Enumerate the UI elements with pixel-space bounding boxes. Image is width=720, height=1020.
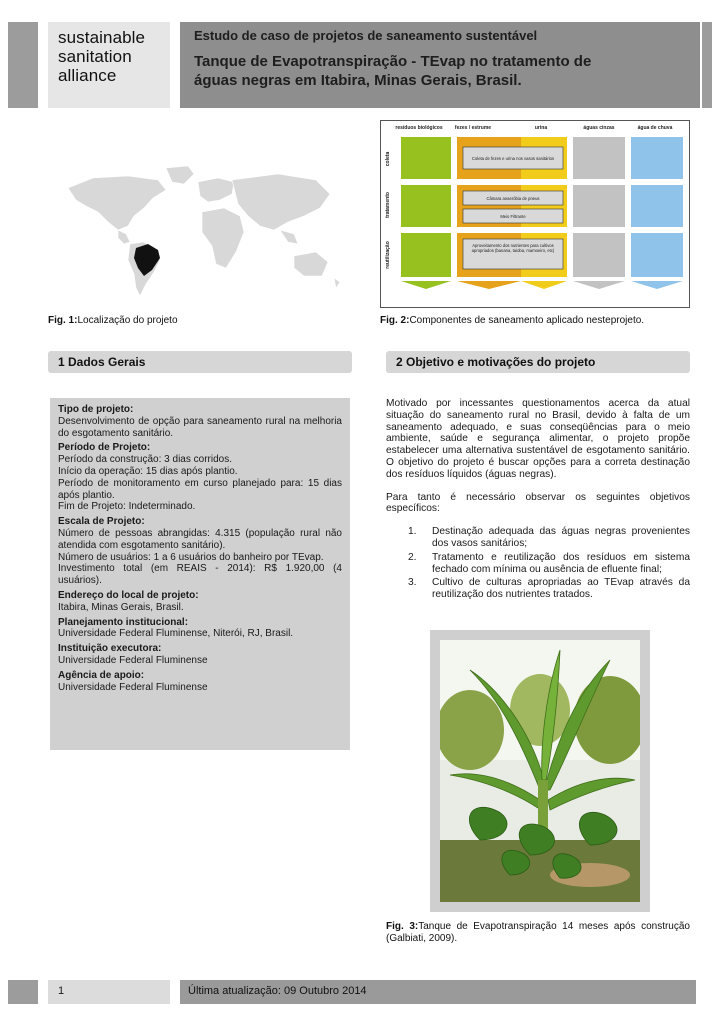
row-label-coleta: coleta (385, 151, 391, 167)
escala-line: Número de usuários: 1 a 6 usuários do banheiro por TEvap. (58, 551, 324, 563)
fig2-caption-text: Componentes de saneamento aplicado nesteprojeto. (409, 315, 645, 326)
last-updated: Última atualização: 09 Outubro 2014 (180, 980, 696, 1004)
document-subtitle: Estudo de caso de projetos de saneamento sustentável (194, 28, 538, 43)
objetivo-section (386, 398, 690, 603)
escala-line: Número de pessoas abrangidas: 4.315 (população rural não atendida com esgotamento sanitário). (58, 527, 342, 551)
periodo-line: Período de monitoramento em curso planejado para: 15 dias após plantio. (58, 477, 342, 501)
components-diagram (381, 121, 689, 307)
footer-left-bar (8, 980, 38, 1004)
fig2-caption (380, 315, 644, 326)
tevap-photo-frame (430, 630, 650, 912)
world-map-icon (48, 160, 348, 310)
fig3-label: Fig. 3: (386, 921, 419, 932)
list-item-text: Destinação adequada das águas negras provenientes dos vasos sanitários; (432, 526, 690, 549)
header-title-block (180, 22, 700, 108)
fig2-label: Fig. 2: (380, 315, 410, 326)
row-label-tratamento: tratamento (385, 192, 391, 218)
box-camara: Câmara anaeróbia de pneus (486, 196, 540, 201)
endereco-label: Endereço do local de projeto: (58, 589, 199, 601)
periodo-line: Fim de Projeto: Indeterminado. (58, 501, 196, 513)
fig1-label: Fig. 1: (48, 315, 78, 326)
list-item-number: 2. (408, 551, 417, 563)
logo-line-1: sustainable (58, 28, 146, 47)
objetivo-paragraph-1: Motivado por incessantes questionamentos acerca da atual situação do saneamento rural no Brasil, devido à falta de um saneamento adequado, e suas conseqüências para o meio ambiente, saúde e segurança alimentar, o projeto propõe estabelecer uma alternativa sustentável de esgotamento sanitário. O objetivo do projeto é buscar opções para a correta destinação dos resíduos líquidos (águas negras). (386, 398, 690, 480)
tipo-projeto-text: Desenvolvimento de opção para saneamento rural na melhoria do esgotamento sanitário. (58, 415, 342, 439)
list-item-number: 3. (408, 577, 417, 589)
periodo-label: Período de Projeto: (58, 442, 151, 454)
col-header-aguas-cinzas: águas cinzas (583, 125, 615, 131)
document-title-line-2: águas negras em Itabira, Minas Gerais, Brasil. (194, 72, 522, 89)
logo-line-3: alliance (58, 66, 117, 85)
box-reutilizacao: Aproveitamento dos nutrientes para cultivos apropriados (banana, taioba, mamoeiro, etc) (471, 243, 555, 253)
objetivo-paragraph-2: Para tanto é necessário observar os seguintes objetivos específicos: (386, 491, 690, 515)
instituicao-label: Instituição executora: (58, 643, 162, 655)
document-title-line-1: Tanque de Evapotranspiração - TEvap no tratamento de (194, 53, 592, 70)
fig3-caption-text: Tanque de Evapotranspiração 14 meses após construção (Galbiati, 2009). (386, 921, 690, 944)
fig1-caption (48, 315, 178, 326)
col-header-fezes: fezes / estrume (454, 125, 492, 131)
list-item (408, 526, 690, 550)
banana-plant-image (440, 640, 640, 902)
logo-line-2: sanitation (58, 47, 132, 66)
instituicao-text: Universidade Federal Fluminense (58, 654, 208, 666)
objetivos-list (386, 526, 690, 601)
box-coleta: Coleta de fezes e urina nos vasos sanitários (471, 156, 555, 161)
planejamento-label: Planejamento institucional: (58, 616, 189, 628)
page-number: 1 (48, 980, 170, 1004)
fig3-caption (386, 921, 690, 945)
planejamento-text: Universidade Federal Fluminense, Niterói, RJ, Brasil. (58, 628, 294, 640)
header-right-bar (702, 22, 712, 108)
dados-gerais-box (50, 398, 350, 750)
list-item (408, 577, 690, 601)
periodo-line: Período da construção: 3 dias corridos. (58, 454, 232, 466)
list-item (408, 552, 690, 576)
row-label-reutilizacao: reutilização (385, 241, 391, 269)
agencia-label: Agência de apoio: (58, 669, 145, 681)
fig1-caption-text: Localização do projeto (77, 315, 178, 326)
list-item-number: 1. (408, 526, 417, 538)
tipo-projeto-label: Tipo de projeto: (58, 404, 134, 415)
section1-heading: 1 Dados Gerais (48, 351, 352, 373)
col-header-residuos: resíduos biológicos (395, 125, 443, 131)
col-header-urina: urina (534, 125, 548, 131)
periodo-line: Início da operação: 15 dias após plantio. (58, 465, 238, 477)
escala-label: Escala de Projeto: (58, 516, 145, 528)
world-map-figure (48, 160, 348, 310)
logo (48, 22, 170, 108)
agencia-text: Universidade Federal Fluminense (58, 681, 208, 693)
document-title (194, 52, 686, 90)
section2-heading: 2 Objetivo e motivações do projeto (386, 351, 690, 373)
list-item-text: Tratamento e reutilização dos resíduos em sistema fechado com mínima ou ausência de efluente final; (432, 551, 690, 575)
col-header-agua-chuva: água de chuva (637, 125, 673, 131)
endereco-text: Itabira, Minas Gerais, Brasil. (58, 601, 184, 613)
list-item-text: Cultivo de culturas apropriadas ao TEvap através da reutilização dos nutrientes tratados. (432, 577, 690, 601)
sanitation-components-figure (380, 120, 690, 308)
header-left-bar (8, 22, 38, 108)
box-filtrante: Meio Filtrante (500, 214, 526, 219)
escala-line: Investimento total (em REAIS - 2014): R$ 1.920,00 (4 usuários). (58, 563, 342, 587)
